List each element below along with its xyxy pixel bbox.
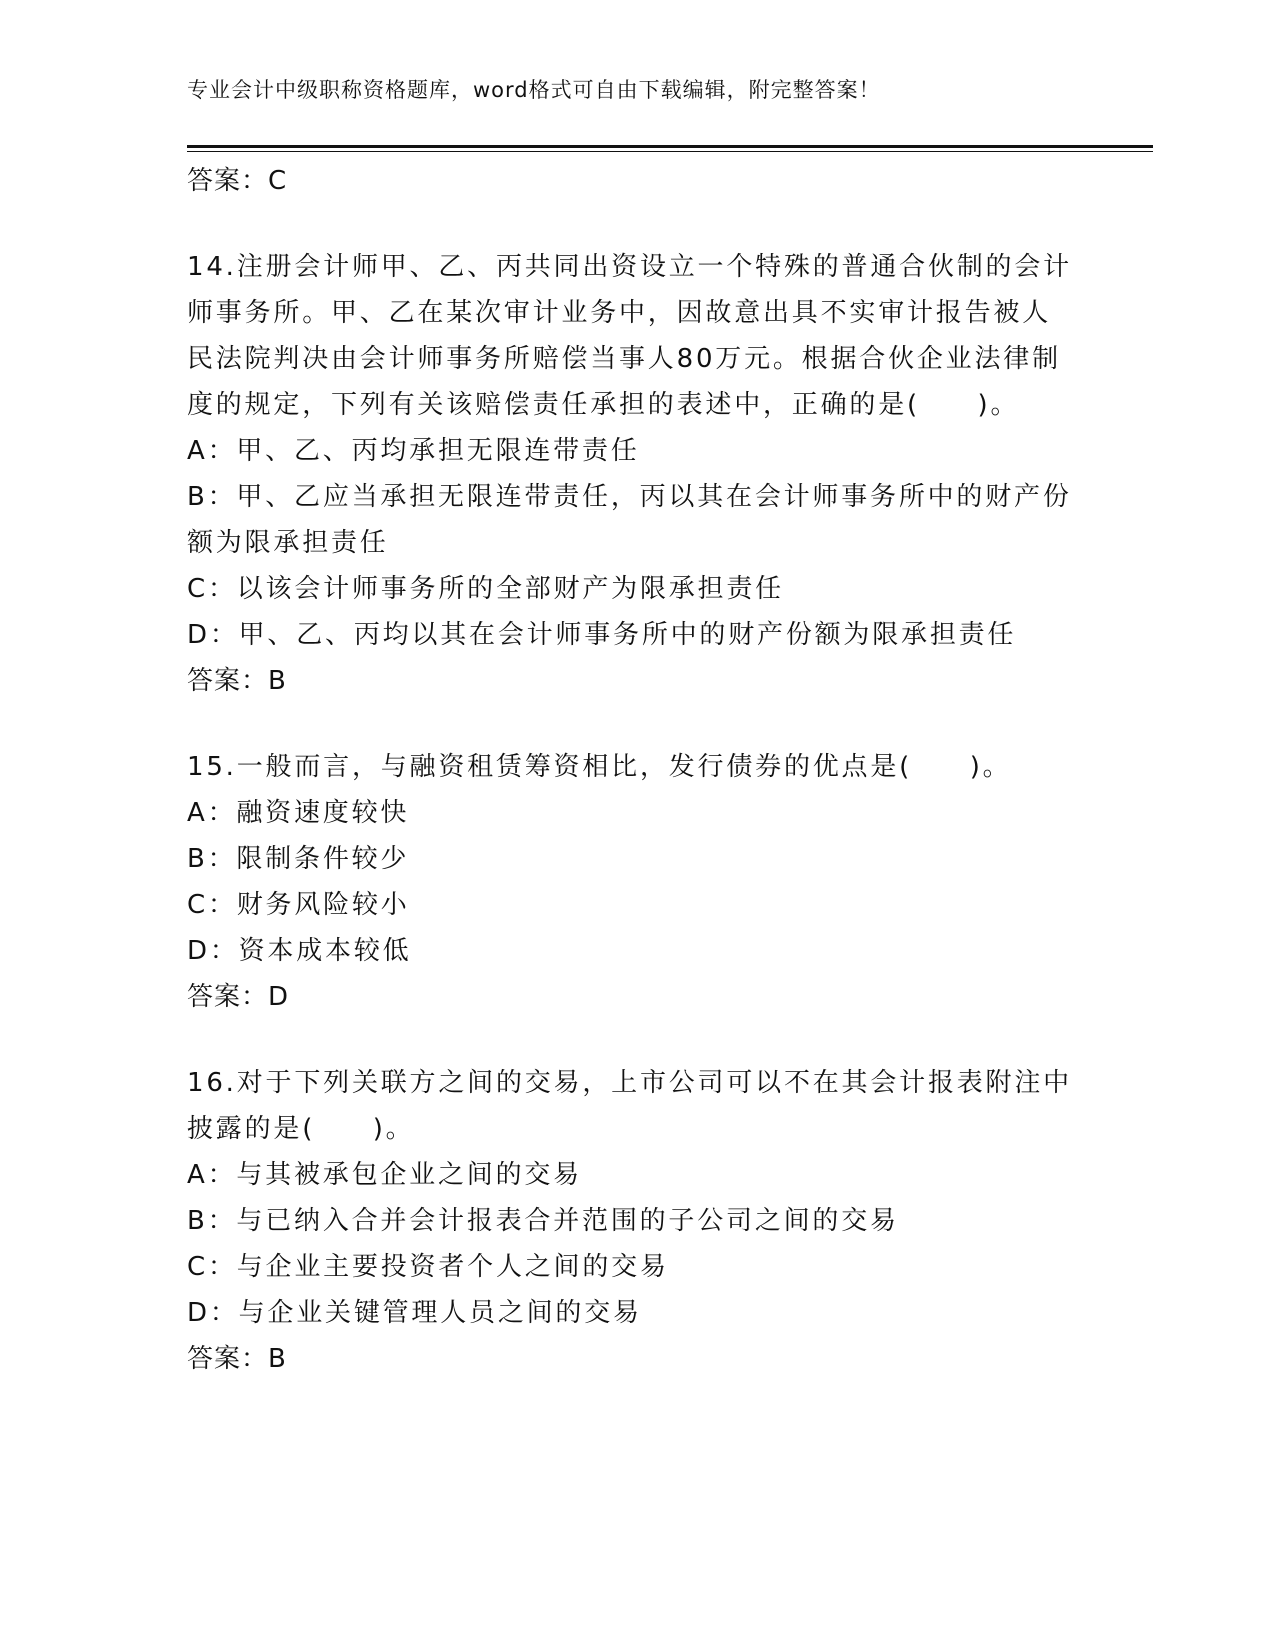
option-d: D：资本成本较低	[187, 936, 412, 966]
option-b-continued: 额为限承担责任	[187, 528, 389, 558]
option-c: C：以该会计师事务所的全部财产为限承担责任	[187, 574, 784, 604]
option-d: D：甲、乙、丙均以其在会计师事务所中的财产份额为限承担责任	[187, 620, 1017, 650]
answer-line: 答案：C	[187, 166, 288, 196]
answer-line: 答案：B	[187, 1344, 287, 1374]
option-b: B：与已纳入合并会计报表合并范围的子公司之间的交易	[187, 1206, 899, 1236]
question-block	[187, 244, 1087, 704]
answer-line: 答案：B	[187, 666, 287, 696]
option-a: A：融资速度较快	[187, 798, 410, 828]
document-body	[187, 158, 1087, 1382]
question-stem-line: 民法院判决由会计师事务所赔偿当事人80万元。根据合伙企业法律制	[187, 344, 1061, 374]
question-stem-line: 师事务所。甲、乙在某次审计业务中，因故意出具不实审计报告被人	[187, 298, 1052, 328]
option-c: C：财务风险较小	[187, 890, 410, 920]
page-header: 专业会计中级职称资格题库，word格式可自由下载编辑，附完整答案！	[187, 78, 881, 102]
question-stem-line: 16.对于下列关联方之间的交易，上市公司可以不在其会计报表附注中	[187, 1068, 1072, 1098]
option-d: D：与企业关键管理人员之间的交易	[187, 1298, 642, 1328]
spacer	[187, 704, 1087, 744]
question-stem-line: 披露的是( )。	[187, 1114, 415, 1144]
question-block	[187, 1060, 1087, 1382]
spacer	[187, 1020, 1087, 1060]
option-a: A：与其被承包企业之间的交易	[187, 1160, 582, 1190]
option-b: B：甲、乙应当承担无限连带责任，丙以其在会计师事务所中的财产份	[187, 482, 1072, 512]
spacer	[187, 204, 1087, 244]
option-b: B：限制条件较少	[187, 844, 410, 874]
header-rule-thick	[187, 145, 1153, 148]
option-c: C：与企业主要投资者个人之间的交易	[187, 1252, 669, 1282]
option-a: A：甲、乙、丙均承担无限连带责任	[187, 436, 640, 466]
question-stem-line: 14.注册会计师甲、乙、丙共同出资设立一个特殊的普通合伙制的会计	[187, 252, 1072, 282]
question-block	[187, 744, 1087, 1020]
question-stem-line: 度的规定，下列有关该赔偿责任承担的表述中，正确的是( )。	[187, 390, 1020, 420]
answer-line: 答案：D	[187, 982, 290, 1012]
header-rule-thin	[187, 151, 1153, 152]
question-stem-line: 15.一般而言，与融资租赁筹资相比，发行债券的优点是( )。	[187, 752, 1012, 782]
